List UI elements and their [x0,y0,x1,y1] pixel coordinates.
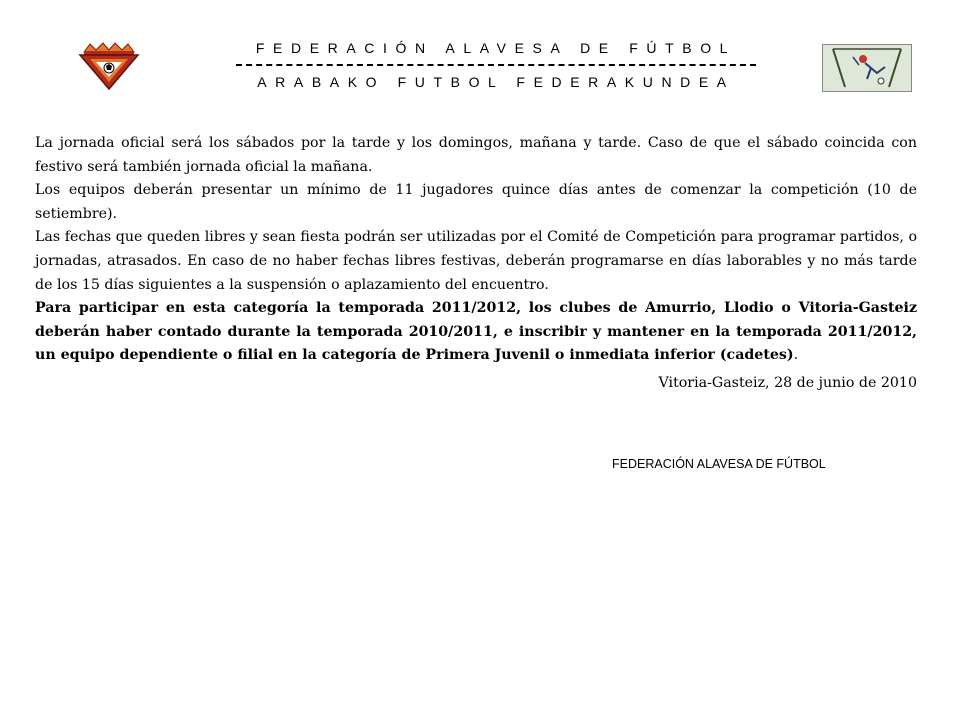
paragraph-official-days: La jornada oficial será los sábados por la tarde y los domingos, mañana y tarde. Caso de que el sábado coincida con festivo será también jornada oficial la mañana. [35,135,917,175]
signature: FEDERACIÓN ALAVESA DE FÚTBOL [612,457,826,471]
paragraph-free-dates: Las fechas que queden libres y sean fiesta podrán ser utilizadas por el Comité de Competición para programar partidos, o jornadas, atrasados. En caso de no haber fechas libres festivas, deberán programarse en días laborables y no más tarde de los 15 días siguientes a la suspensión o aplazamiento del encuentro. [35,229,917,293]
federation-crest-icon [76,42,142,90]
football-player-sketch-icon [822,44,912,92]
participation-requirement-end: . [793,347,799,364]
paragraph-participation-requirement [35,297,917,368]
place-and-date: Vitoria-Gasteiz, 28 de junio de 2010 [658,375,917,391]
paragraph-minimum-players: Los equipos deberán presentar un mínimo de 11 jugadores quince días antes de comenzar la competición (10 de setiembre). [35,182,917,222]
header-divider [236,64,756,66]
regulation-text [35,132,917,368]
federation-title-spanish: FEDERACIÓN ALAVESA DE FÚTBOL [255,40,737,56]
federation-title-basque: ARABAKO FUTBOL FEDERAKUNDEA [257,74,735,90]
participation-requirement-bold: Para participar en esta categoría la temporada 2011/2012, los clubes de Amurrio, Llodio o Vitoria-Gasteiz deberán haber contado durante la temporada 2010/2011, e inscribir y mantener en la temporada 2011/2012, un equipo dependiente o filial en la categoría de Primera Juvenil o inmediata inferior (cadetes) [35,300,917,364]
